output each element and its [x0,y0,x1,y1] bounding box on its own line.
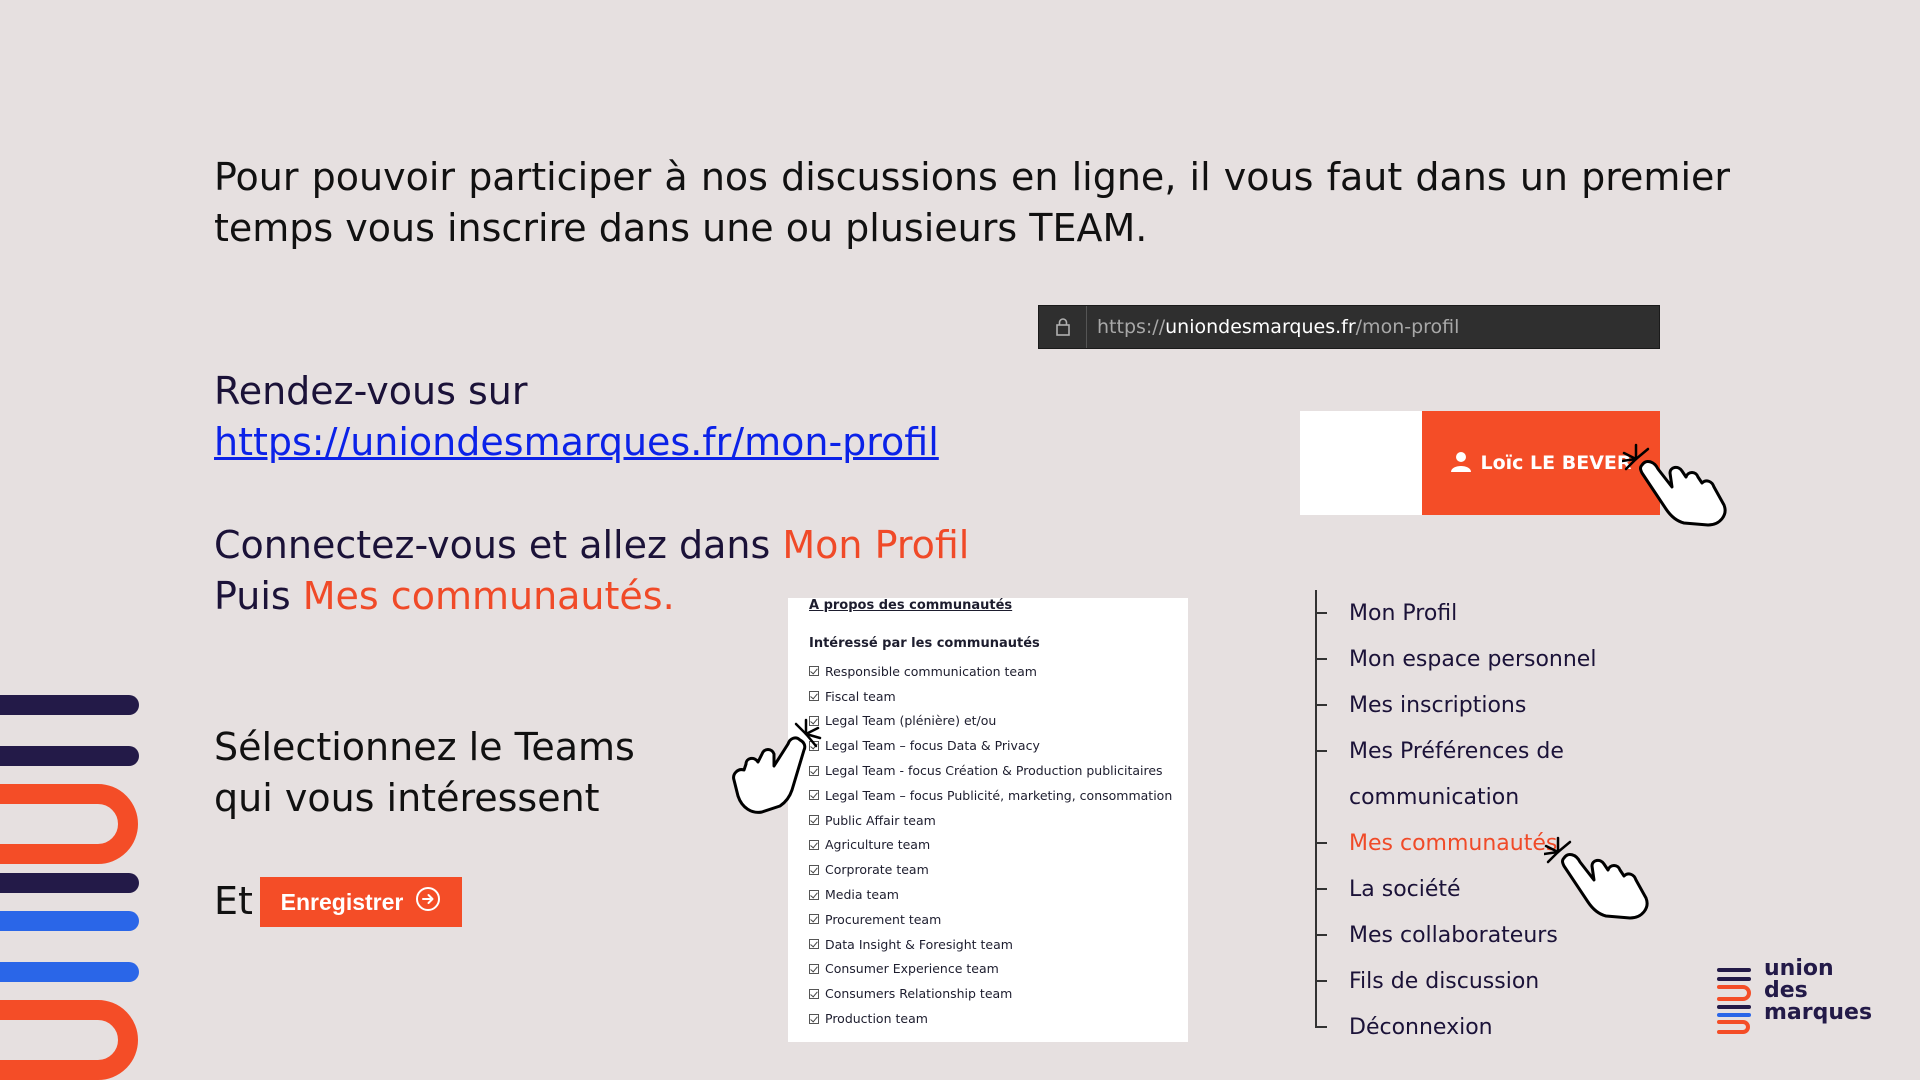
community-label: Fiscal team [825,688,896,704]
save-button-label: Enregistrer [280,888,404,915]
community-label: Legal Team - focus Création & Production publicitaires [825,763,1163,779]
checkbox[interactable] [809,890,819,900]
list-item[interactable] [809,1006,1188,1031]
profile-button-label: Loïc LE BEVER [1480,452,1632,474]
url-text [1087,316,1459,338]
decorative-stripes [0,690,145,1080]
list-item[interactable] [809,981,1188,1006]
community-label: Legal Team (plénière) et/ou [825,713,997,729]
step-select-line2: qui vous intéressent [214,776,600,820]
list-item[interactable] [809,907,1188,932]
list-item[interactable] [809,957,1188,982]
highlight-mes-communautes: Mes communautés. [302,574,675,618]
checkbox[interactable] [809,989,819,999]
profile-link[interactable]: https://uniondesmarques.fr/mon-profil [214,420,939,464]
checkbox[interactable] [809,691,819,701]
community-label: Responsible communication team [825,663,1037,679]
logo-line2: des [1764,978,1808,1003]
user-icon [1450,450,1472,477]
list-item[interactable] [809,659,1188,684]
step-visit-text: Rendez-vous sur [214,369,528,413]
step-puis-text: Puis [214,574,303,618]
checkbox[interactable] [809,939,819,949]
about-communities-link[interactable]: A propos des communautés [809,598,1013,613]
list-item[interactable] [809,857,1188,882]
checkbox[interactable] [809,815,819,825]
step-connect-line1 [214,520,969,571]
list-item[interactable] [809,709,1188,734]
intro-paragraph: Pour pouvoir participer à nos discussions en ligne, il vous faut dans un premier temps vous inscrire dans une ou plusieurs TEAM. [214,155,1730,250]
community-label: Legal Team – focus Data & Privacy [825,738,1040,754]
logo-mark-icon [1715,966,1753,1034]
logo [1715,958,1895,1038]
community-label: Public Affair team [825,812,936,828]
community-label: Media team [825,887,899,903]
step-connect-text: Connectez-vous et allez dans [214,523,783,567]
community-label: Legal Team – focus Publicité, marketing, consommation [825,787,1173,803]
save-button[interactable] [260,877,462,927]
arrow-circle-icon [415,886,441,918]
checkbox[interactable] [809,964,819,974]
list-item[interactable] [809,758,1188,783]
step-visit [214,366,939,468]
highlight-mon-profil: Mon Profil [782,523,970,567]
menu-item-mon-espace-personnel[interactable]: Mon espace personnel [1315,636,1327,682]
list-item[interactable] [809,882,1188,907]
communities-panel [788,598,1188,1042]
browser-url-bar[interactable] [1038,305,1660,349]
community-label: Procurement team [825,911,942,927]
hand-pointer-icon [730,716,822,816]
checkbox[interactable] [809,865,819,875]
step-select [214,722,635,824]
list-item[interactable] [809,733,1188,758]
menu-item-mes-inscriptions[interactable]: Mes inscriptions [1315,682,1327,728]
menu-item-mon-profil[interactable]: Mon Profil [1315,590,1327,636]
list-item[interactable] [809,783,1188,808]
profile-menu: Mon Profil Mon espace personnel Mes inscriptions Mes Préférences de communication Mes communautés La société Mes collaborateurs Fils de discussion Déconnexion [1315,590,1715,1030]
community-label: Data Insight & Foresight team [825,936,1013,952]
list-item[interactable] [809,684,1188,709]
step-select-line1: Sélectionnez le Teams [214,725,635,769]
profile-area-background [1300,411,1423,515]
communities-list [809,659,1188,1031]
url-prefix: https:// [1097,316,1166,338]
checkbox[interactable] [809,666,819,676]
menu-item-la-societe[interactable]: La société [1315,866,1327,912]
logo-line3: marques [1764,1000,1873,1025]
list-item[interactable] [809,932,1188,957]
community-label: Corprorate team [825,862,929,878]
checkbox[interactable] [809,840,819,850]
menu-item-mes-preferences[interactable]: Mes Préférences de [1315,728,1327,774]
communities-heading: Intéressé par les communautés [809,636,1040,651]
list-item[interactable] [809,808,1188,833]
url-path: /mon-profil [1355,316,1460,338]
community-label: Consumers Relationship team [825,986,1013,1002]
url-domain: uniondesmarques.fr [1165,316,1356,338]
step-save-prefix: Et [214,879,253,923]
logo-text [1764,958,1872,1024]
lock-icon [1039,306,1087,348]
community-label: Consumer Experience team [825,961,999,977]
checkbox[interactable] [809,914,819,924]
hand-pointer-icon [1622,443,1728,527]
logo-line1: union [1764,956,1834,981]
menu-item-deconnexion[interactable]: Déconnexion [1315,1004,1327,1050]
community-label: Production team [825,1011,928,1027]
menu-item-mes-communautes[interactable]: Mes communautés [1315,820,1327,866]
community-label: Agriculture team [825,837,931,853]
menu-item-fils-de-discussion[interactable]: Fils de discussion [1315,958,1327,1004]
checkbox[interactable] [809,1014,819,1024]
menu-item-mes-collaborateurs[interactable]: Mes collaborateurs [1315,912,1327,958]
list-item[interactable] [809,833,1188,858]
hand-pointer-icon [1544,836,1650,920]
